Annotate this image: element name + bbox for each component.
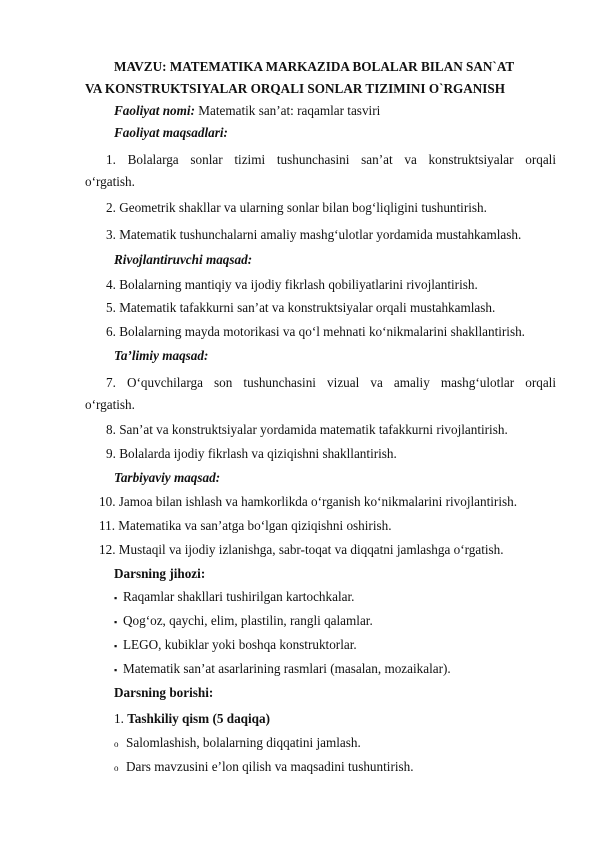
upbringing-item-11 [85, 517, 556, 535]
equipment-text: Matematik san’at asarlarining rasmlari (masalan, mozaikalar). [123, 661, 451, 676]
goal-item-1-continuation: o‘rgatish. [85, 174, 135, 189]
step-title: Tashkiliy qism (5 daqiqa) [127, 711, 270, 726]
title-line-2: VA KONSTRUKTSIYALAR ORQALI SONLAR TIZIMINI O`RGANISH [85, 81, 506, 96]
goal-number: 11. [99, 518, 115, 533]
equipment-text: Qog‘oz, qaychi, elim, plastilin, rangli qalamlar. [123, 613, 373, 628]
goal-number: 8. [106, 422, 116, 437]
procedure-heading: Darsning borishi: [114, 685, 214, 700]
goal-text: Bolalarda ijodiy fikrlash va qiziqishni shakllantirish. [119, 446, 397, 461]
bullet-icon: ▪ [114, 665, 118, 675]
equipment-item [85, 612, 556, 631]
goal-item-2 [85, 199, 556, 217]
goal-number: 7. [106, 375, 116, 390]
goal-number: 3. [106, 227, 116, 242]
activity-goals-heading: Faoliyat maqsadlari: [114, 125, 228, 140]
goal-item-1 [85, 151, 556, 169]
equipment-text: Raqamlar shakllari tushirilgan kartochkalar. [123, 589, 355, 604]
procedure-text: Salomlashish, bolalarning diqqatini jamlash. [126, 735, 361, 750]
step-number: 1. [114, 711, 124, 726]
equipment-item [85, 660, 556, 679]
developmental-heading: Rivojlantiruvchi maqsad: [114, 252, 253, 267]
goal-text: Matematik tafakkurni san’at va konstruktsiyalar orqali mustahkamlash. [119, 300, 496, 315]
equipment-item [85, 636, 556, 655]
goal-text: San’at va konstruktsiyalar yordamida matematik tafakkurni rivojlantirish. [119, 422, 508, 437]
goal-number: 12. [99, 542, 116, 557]
goal-text: Mustaqil va ijodiy izlanishga, sabr-toqat va diqqatni jamlashga o‘rgatish. [118, 542, 504, 557]
procedure-item [85, 734, 556, 753]
activity-name-label: Faoliyat nomi: [114, 103, 195, 118]
goal-text: Matematik tushunchalarni amaliy mashg‘ulotlar yordamida mustahkamlash. [119, 227, 522, 242]
developmental-item-6 [85, 323, 556, 341]
goal-number: 10. [99, 494, 116, 509]
goal-number: 4. [106, 277, 116, 292]
upbringing-heading: Tarbiyaviy maqsad: [114, 470, 221, 485]
bullet-icon: ▪ [114, 641, 118, 651]
educational-item-9 [85, 445, 556, 463]
procedure-text: Dars mavzusini e’lon qilish va maqsadini tushuntirish. [126, 759, 414, 774]
developmental-item-5 [85, 299, 556, 317]
goal-text: Jamoa bilan ishlash va hamkorlikda o‘rganish ko‘nikmalarini rivojlantirish. [118, 494, 518, 509]
goal-number: 5. [106, 300, 116, 315]
goal-number: 6. [106, 324, 116, 339]
goal-text: Bolalarning mantiqiy va ijodiy fikrlash qobiliyatlarini rivojlantirish. [119, 277, 478, 292]
bullet-icon: ▪ [114, 617, 118, 627]
educational-item-8 [85, 421, 556, 439]
goal-text: O‘quvchilarga son tushunchasini vizual va amaliy mashg‘ulotlar orqali [127, 375, 556, 390]
bullet-icon: ▪ [114, 593, 118, 603]
activity-name-value: Matematik san’at: raqamlar tasviri [194, 103, 381, 118]
procedure-step-1 [85, 710, 556, 728]
procedure-item [85, 758, 556, 777]
goal-text: Bolalarga sonlar tizimi tushunchasini san’at va konstruktsiyalar orqali [127, 152, 557, 167]
circle-bullet-icon: o [114, 763, 119, 773]
goal-item-3 [85, 226, 556, 244]
equipment-text: LEGO, kubiklar yoki boshqa konstruktorlar. [123, 637, 357, 652]
upbringing-item-12 [85, 541, 556, 559]
goal-number: 2. [106, 200, 116, 215]
equipment-heading: Darsning jihozi: [114, 566, 206, 581]
goal-text: Matematika va san’atga bo‘lgan qiziqishni oshirish. [118, 518, 392, 533]
educational-item-7-continuation: o‘rgatish. [85, 397, 135, 412]
educational-item-7 [85, 374, 556, 392]
title-line-1: MAVZU: MATEMATIKA MARKAZIDA BOLALAR BILAN SAN`AT [114, 59, 515, 74]
goal-text: Bolalarning mayda motorikasi va qo‘l mehnati ko‘nikmalarini shakllantirish. [119, 324, 525, 339]
upbringing-item-10 [85, 493, 556, 511]
goal-number: 1. [106, 152, 116, 167]
equipment-item [85, 588, 556, 607]
activity-name [85, 102, 556, 120]
goal-text: Geometrik shakllar va ularning sonlar bilan bog‘liqligini tushuntirish. [119, 200, 487, 215]
circle-bullet-icon: o [114, 739, 119, 749]
developmental-item-4 [85, 276, 556, 294]
educational-heading: Ta’limiy maqsad: [114, 348, 209, 363]
goal-number: 9. [106, 446, 116, 461]
